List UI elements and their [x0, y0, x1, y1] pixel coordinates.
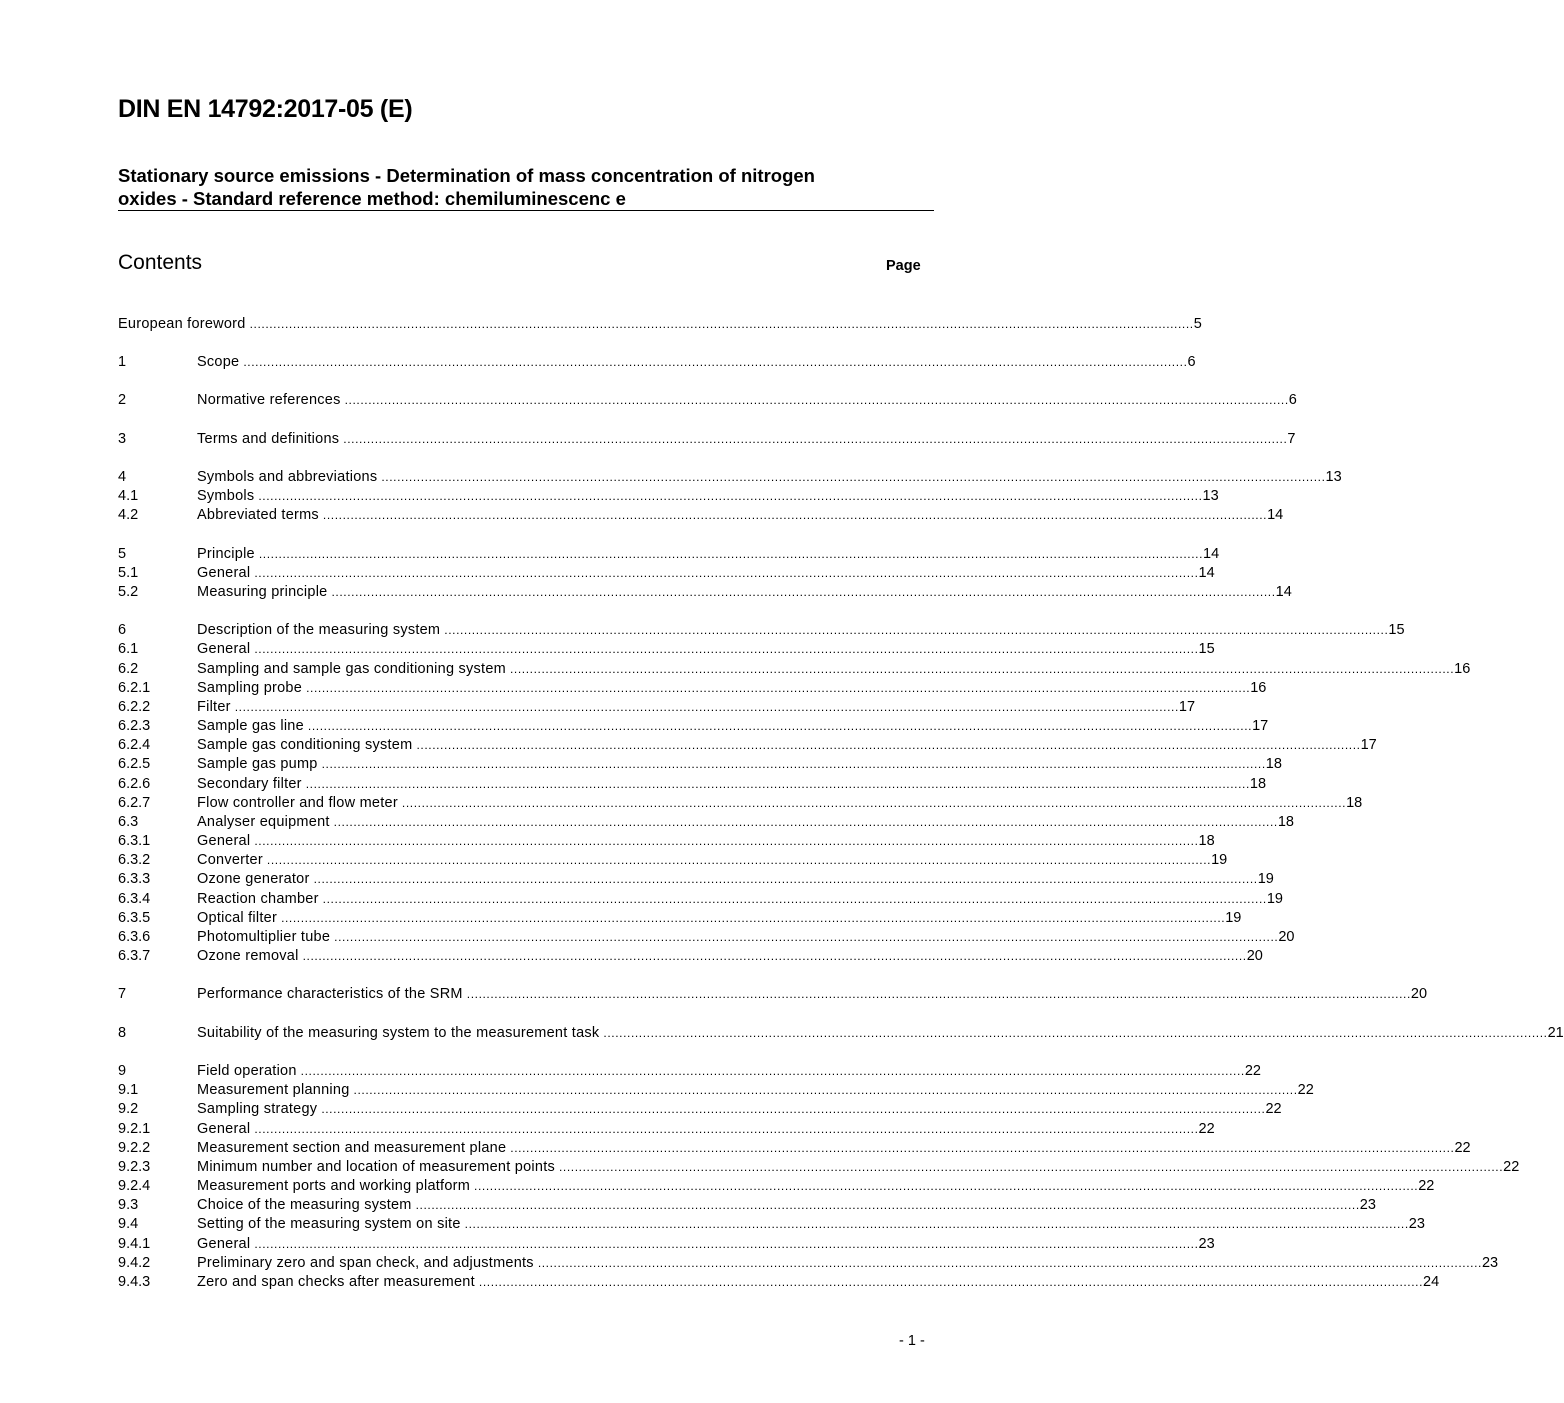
toc-entry-number: 6.3.5: [118, 910, 151, 926]
toc-entry-number: 6.3.4: [118, 891, 151, 907]
toc-entry[interactable]: [118, 1254, 1499, 1273]
toc-entry-page: 20: [1410, 986, 1428, 1002]
toc-entry-page: 18: [1198, 833, 1215, 849]
toc-entry-page: 7: [1287, 431, 1296, 447]
toc-entry[interactable]: [118, 430, 1296, 449]
toc-entry-number: 6.2.4: [118, 737, 151, 753]
toc-entry-title: Photomultiplier tube: [197, 929, 331, 945]
toc-entry-title: Sample gas conditioning system: [197, 737, 413, 753]
toc-entry-page: 17: [1178, 699, 1196, 715]
toc-entry-title: Ozone removal: [197, 948, 299, 964]
toc-entry-number: 6.2.5: [118, 756, 151, 772]
toc-entry-title: Sampling probe: [197, 680, 303, 696]
toc-entry-number: 6.2.2: [118, 699, 151, 715]
toc-entry-leader: ................................................................................................................................................................................................................................................: [281, 911, 1226, 925]
toc-entry-title: General: [197, 1121, 251, 1137]
toc-entry-number: 6.3.6: [118, 929, 151, 945]
toc-entry-page: 13: [1202, 488, 1219, 504]
toc-entry-leader: ................................................................................................................................................................................................................................................: [401, 796, 1347, 810]
toc-entry-number: 1: [118, 354, 127, 370]
toc-entry-number: 6.2: [118, 661, 139, 677]
toc-entry-leader: ................................................................................................................................................................................................................................................: [444, 623, 1389, 637]
toc-entry-page: 22: [1418, 1178, 1435, 1194]
toc-entry[interactable]: [118, 698, 1196, 717]
toc-entry-title: Symbols and abbreviations: [197, 469, 378, 485]
toc-entry-page: 17: [1360, 737, 1377, 753]
toc-entry-leader: ................................................................................................................................................................................................................................................: [243, 355, 1188, 369]
toc-entry-title: Description of the measuring system: [197, 622, 441, 638]
toc-entry[interactable]: [118, 870, 1274, 889]
toc-entry-title: General: [197, 565, 251, 581]
toc-entry-leader: ................................................................................................................................................................................................................................................: [254, 642, 1199, 656]
toc-entry-leader: ................................................................................................................................................................................................................................................: [254, 834, 1199, 848]
toc-entry-leader: ................................................................................................................................................................................................................................................: [307, 719, 1253, 733]
toc-entry-leader: ................................................................................................................................................................................................................................................: [322, 508, 1268, 522]
toc-entry-title: Flow controller and flow meter: [197, 795, 398, 811]
toc-entry[interactable]: [118, 755, 1282, 774]
toc-entry-title: Sampling strategy: [197, 1101, 318, 1117]
page-column-heading: Page: [886, 258, 921, 274]
toc-entry-number: 5: [118, 546, 127, 562]
toc-entry-number: 6.3.7: [118, 948, 151, 964]
document-id: DIN EN 14792:2017-05 (E): [118, 95, 413, 123]
toc-entry[interactable]: [118, 353, 1196, 372]
toc-entry-page: 22: [1265, 1101, 1282, 1117]
toc-entry-title: Measuring principle: [197, 584, 328, 600]
toc-entry[interactable]: [118, 315, 1202, 334]
toc-entry[interactable]: [118, 468, 1342, 487]
toc-entry[interactable]: [118, 1177, 1435, 1196]
toc-entry-page: 19: [1211, 852, 1228, 868]
toc-entry[interactable]: [118, 947, 1263, 966]
toc-entry-leader: ................................................................................................................................................................................................................................................: [331, 585, 1276, 599]
toc-entry-leader: ................................................................................................................................................................................................................................................: [478, 1275, 1424, 1289]
toc-entry-title: Normative references: [197, 392, 341, 408]
toc-entry-number: 3: [118, 431, 127, 447]
toc-entry-number: 6.2.6: [118, 776, 151, 792]
toc-entry-leader: ................................................................................................................................................................................................................................................: [353, 1083, 1298, 1097]
toc-entry-leader: ................................................................................................................................................................................................................................................: [416, 738, 1361, 752]
toc-entry-title: Choice of the measuring system: [197, 1197, 412, 1213]
toc-entry-number: 9.2.1: [118, 1121, 151, 1137]
toc-entry-page: 14: [1203, 546, 1220, 562]
toc-entry-title: Sampling and sample gas conditioning system: [197, 661, 506, 677]
toc-entry-page: 6: [1288, 392, 1297, 408]
toc-entry-leader: ................................................................................................................................................................................................................................................: [300, 1064, 1245, 1078]
toc-entry-title: Abbreviated terms: [197, 507, 319, 523]
toc-entry[interactable]: [118, 1062, 1261, 1081]
toc-entry-page: 17: [1252, 718, 1269, 734]
toc-entry-page: 18: [1249, 776, 1267, 792]
toc-entry-title: Field operation: [197, 1063, 297, 1079]
toc-entry-title: Suitability of the measuring system to the measurement task: [197, 1025, 600, 1041]
toc-entry-page: 13: [1325, 469, 1342, 485]
toc-entry-title: Secondary filter: [197, 776, 302, 792]
toc-entry-page: 6: [1187, 354, 1196, 370]
toc-entry[interactable]: [118, 985, 1428, 1004]
toc-entry[interactable]: [118, 640, 1215, 659]
toc-entry-page: 23: [1198, 1236, 1215, 1252]
toc-entry-leader: ................................................................................................................................................................................................................................................: [321, 1102, 1266, 1116]
toc-entry[interactable]: [118, 583, 1292, 602]
toc-entry[interactable]: [118, 813, 1294, 832]
toc-entry-title: General: [197, 833, 251, 849]
toc-entry[interactable]: [118, 890, 1283, 909]
toc-entry-title: European foreword: [118, 316, 246, 332]
toc-entry-number: 6.3.2: [118, 852, 151, 868]
toc-entry-title: Measurement planning: [197, 1082, 350, 1098]
toc-entry-page: 19: [1266, 891, 1283, 907]
toc-entry-page: 23: [1408, 1216, 1425, 1232]
toc-entry-leader: ................................................................................................................................................................................................................................................: [474, 1179, 1419, 1193]
toc-entry-page: 14: [1198, 565, 1215, 581]
toc-entry-leader: ................................................................................................................................................................................................................................................: [305, 777, 1250, 791]
toc-entry[interactable]: [118, 660, 1471, 679]
toc-entry-title: Filter: [197, 699, 231, 715]
toc-entry-title: Setting of the measuring system on site: [197, 1216, 461, 1232]
toc-entry-number: 9.1: [118, 1082, 139, 1098]
toc-entry-title: Measurement ports and working platform: [197, 1178, 471, 1194]
toc-entry-number: 6.3.1: [118, 833, 151, 849]
toc-entry[interactable]: [118, 794, 1363, 813]
toc-entry-title: Terms and definitions: [197, 431, 340, 447]
toc-entry-leader: ................................................................................................................................................................................................................................................: [249, 317, 1194, 331]
toc-entry-title: Sample gas pump: [197, 756, 318, 772]
toc-entry-page: 22: [1503, 1159, 1520, 1175]
toc-entry[interactable]: [118, 621, 1405, 640]
toc-entry-leader: ................................................................................................................................................................................................................................................: [333, 815, 1278, 829]
toc-entry-title: Analyser equipment: [197, 814, 330, 830]
toc-entry-leader: ................................................................................................................................................................................................................................................: [344, 393, 1289, 407]
toc-entry[interactable]: [118, 1196, 1376, 1215]
toc-entry-title: Preliminary zero and span check, and adjustments: [197, 1255, 534, 1271]
toc-entry-number: 9.2: [118, 1101, 139, 1117]
toc-entry-leader: ................................................................................................................................................................................................................................................: [254, 1122, 1199, 1136]
toc-entry-leader: ................................................................................................................................................................................................................................................: [313, 872, 1258, 886]
toc-entry[interactable]: [118, 1273, 1440, 1292]
toc-entry-leader: ................................................................................................................................................................................................................................................: [258, 547, 1204, 561]
toc-entry-number: 2: [118, 392, 127, 408]
document-title-line-2: oxides - Standard reference method: chemiluminescenc e: [118, 188, 626, 209]
toc-entry-page: 23: [1359, 1197, 1376, 1213]
toc-entry-title: Optical filter: [197, 910, 278, 926]
toc-entry-number: 6: [118, 622, 127, 638]
toc-entry[interactable]: [118, 391, 1297, 410]
toc-entry-number: 9.2.4: [118, 1178, 151, 1194]
toc-entry-page: 19: [1225, 910, 1242, 926]
toc-entry-title: General: [197, 1236, 251, 1252]
toc-entry-leader: ................................................................................................................................................................................................................................................: [559, 1160, 1504, 1174]
toc-entry-leader: ................................................................................................................................................................................................................................................: [321, 757, 1266, 771]
toc-entry[interactable]: [118, 1235, 1215, 1254]
toc-entry-page: 21: [1547, 1025, 1564, 1041]
toc-entry-page: 22: [1244, 1063, 1261, 1079]
toc-entry-page: 15: [1198, 641, 1215, 657]
toc-entry-page: 24: [1423, 1274, 1440, 1290]
toc-entry-page: 19: [1257, 871, 1274, 887]
contents-heading: Contents: [118, 251, 203, 274]
toc-entry-leader: ................................................................................................................................................................................................................................................: [537, 1256, 1482, 1270]
footer-page-number: - 1 -: [899, 1333, 925, 1349]
toc-entry-number: 5.2: [118, 584, 139, 600]
toc-entry-title: Reaction chamber: [197, 891, 319, 907]
toc-entry-title: Symbols: [197, 488, 255, 504]
toc-entry-number: 6.2.3: [118, 718, 151, 734]
toc-entry[interactable]: [118, 1215, 1425, 1234]
toc-entry-leader: ................................................................................................................................................................................................................................................: [415, 1198, 1360, 1212]
toc-entry[interactable]: [118, 487, 1219, 506]
toc-entry-leader: ................................................................................................................................................................................................................................................: [266, 853, 1212, 867]
toc-entry[interactable]: [118, 1139, 1471, 1158]
toc-entry-number: 6.1: [118, 641, 139, 657]
toc-entry-leader: ................................................................................................................................................................................................................................................: [258, 489, 1203, 503]
toc-entry-leader: ................................................................................................................................................................................................................................................: [254, 566, 1199, 580]
toc-entry-title: Scope: [197, 354, 240, 370]
toc-entry-page: 15: [1388, 622, 1405, 638]
toc-entry-leader: ................................................................................................................................................................................................................................................: [464, 1217, 1409, 1231]
toc-entry-number: 7: [118, 986, 127, 1002]
toc-entry[interactable]: [118, 717, 1269, 736]
toc-entry-page: 22: [1297, 1082, 1314, 1098]
toc-entry-number: 6.3: [118, 814, 139, 830]
toc-entry-number: 9.4: [118, 1216, 139, 1232]
toc-entry-leader: ................................................................................................................................................................................................................................................: [334, 930, 1279, 944]
toc-entry-leader: ................................................................................................................................................................................................................................................: [381, 470, 1326, 484]
toc-entry-title: Sample gas line: [197, 718, 304, 734]
document-title: [118, 164, 933, 210]
toc-entry[interactable]: [118, 832, 1215, 851]
toc-entry[interactable]: [118, 909, 1242, 928]
toc-entry-number: 9.2.3: [118, 1159, 151, 1175]
toc-entry-number: 5.1: [118, 565, 139, 581]
toc-entry-number: 9.4.1: [118, 1236, 151, 1252]
toc-entry-page: 5: [1193, 316, 1202, 332]
toc-entry-page: 18: [1346, 795, 1363, 811]
toc-entry-number: 6.3.3: [118, 871, 151, 887]
toc-entry-number: 4.2: [118, 507, 139, 523]
toc-entry[interactable]: [118, 1024, 1564, 1043]
toc-entry-leader: ................................................................................................................................................................................................................................................: [306, 681, 1251, 695]
toc-entry-leader: ................................................................................................................................................................................................................................................: [509, 662, 1455, 676]
toc-entry-leader: ................................................................................................................................................................................................................................................: [322, 892, 1267, 906]
toc-entry-leader: ................................................................................................................................................................................................................................................: [234, 700, 1179, 714]
toc-entry-number: 4: [118, 469, 127, 485]
toc-entry-leader: ................................................................................................................................................................................................................................................: [254, 1237, 1199, 1251]
toc-entry-number: 9.2.2: [118, 1140, 151, 1156]
toc-entry[interactable]: [118, 1158, 1520, 1177]
toc-entry-page: 14: [1275, 584, 1292, 600]
toc-entry-number: 6.2.7: [118, 795, 151, 811]
document-title-line-1: Stationary source emissions - Determination of mass concentration of nitrogen: [118, 165, 815, 186]
toc-entry-number: 9.3: [118, 1197, 139, 1213]
toc-entry-leader: ................................................................................................................................................................................................................................................: [343, 432, 1288, 446]
toc-entry[interactable]: [118, 1120, 1215, 1139]
toc-entry[interactable]: [118, 1100, 1282, 1119]
toc-entry[interactable]: [118, 545, 1220, 564]
toc-entry-page: 22: [1198, 1121, 1215, 1137]
toc-entry-page: 20: [1246, 948, 1263, 964]
toc-entry-title: General: [197, 641, 251, 657]
toc-entry-number: 6.2.1: [118, 680, 151, 696]
toc-entry-leader: ................................................................................................................................................................................................................................................: [510, 1141, 1455, 1155]
toc-entry[interactable]: [118, 1081, 1314, 1100]
title-divider: [118, 210, 934, 211]
toc-entry-page: 16: [1250, 680, 1267, 696]
toc-entry-title: Converter: [197, 852, 263, 868]
toc-entry[interactable]: [118, 736, 1377, 755]
toc-entry-number: 9.4.2: [118, 1255, 151, 1271]
toc-entry-title: Zero and span checks after measurement: [197, 1274, 475, 1290]
toc-entry-title: Measurement section and measurement plane: [197, 1140, 507, 1156]
toc-entry-number: 9.4.3: [118, 1274, 151, 1290]
toc-entry-title: Minimum number and location of measurement points: [197, 1159, 555, 1175]
toc-entry-number: 4.1: [118, 488, 139, 504]
toc-entry-leader: ................................................................................................................................................................................................................................................: [466, 987, 1411, 1001]
toc-entry-title: Principle: [197, 546, 255, 562]
toc-entry-title: Ozone generator: [197, 871, 310, 887]
toc-entry-title: Performance characteristics of the SRM: [197, 986, 463, 1002]
toc-entry-page: 18: [1265, 756, 1282, 772]
toc-entry-leader: ................................................................................................................................................................................................................................................: [603, 1026, 1548, 1040]
toc-entry[interactable]: [118, 506, 1284, 525]
toc-entry-page: 16: [1454, 661, 1471, 677]
toc-entry-page: 18: [1277, 814, 1294, 830]
toc-entry[interactable]: [118, 851, 1228, 870]
toc-entry-page: 22: [1454, 1140, 1471, 1156]
toc-entry[interactable]: [118, 775, 1267, 794]
toc-entry[interactable]: [118, 679, 1267, 698]
toc-entry[interactable]: [118, 564, 1215, 583]
toc-entry-number: 9: [118, 1063, 127, 1079]
toc-entry[interactable]: [118, 928, 1295, 947]
toc-entry-page: 20: [1278, 929, 1295, 945]
toc-entry-page: 23: [1481, 1255, 1499, 1271]
toc-entry-leader: ................................................................................................................................................................................................................................................: [302, 949, 1247, 963]
toc-entry-number: 8: [118, 1025, 127, 1041]
toc-entry-page: 14: [1267, 507, 1284, 523]
